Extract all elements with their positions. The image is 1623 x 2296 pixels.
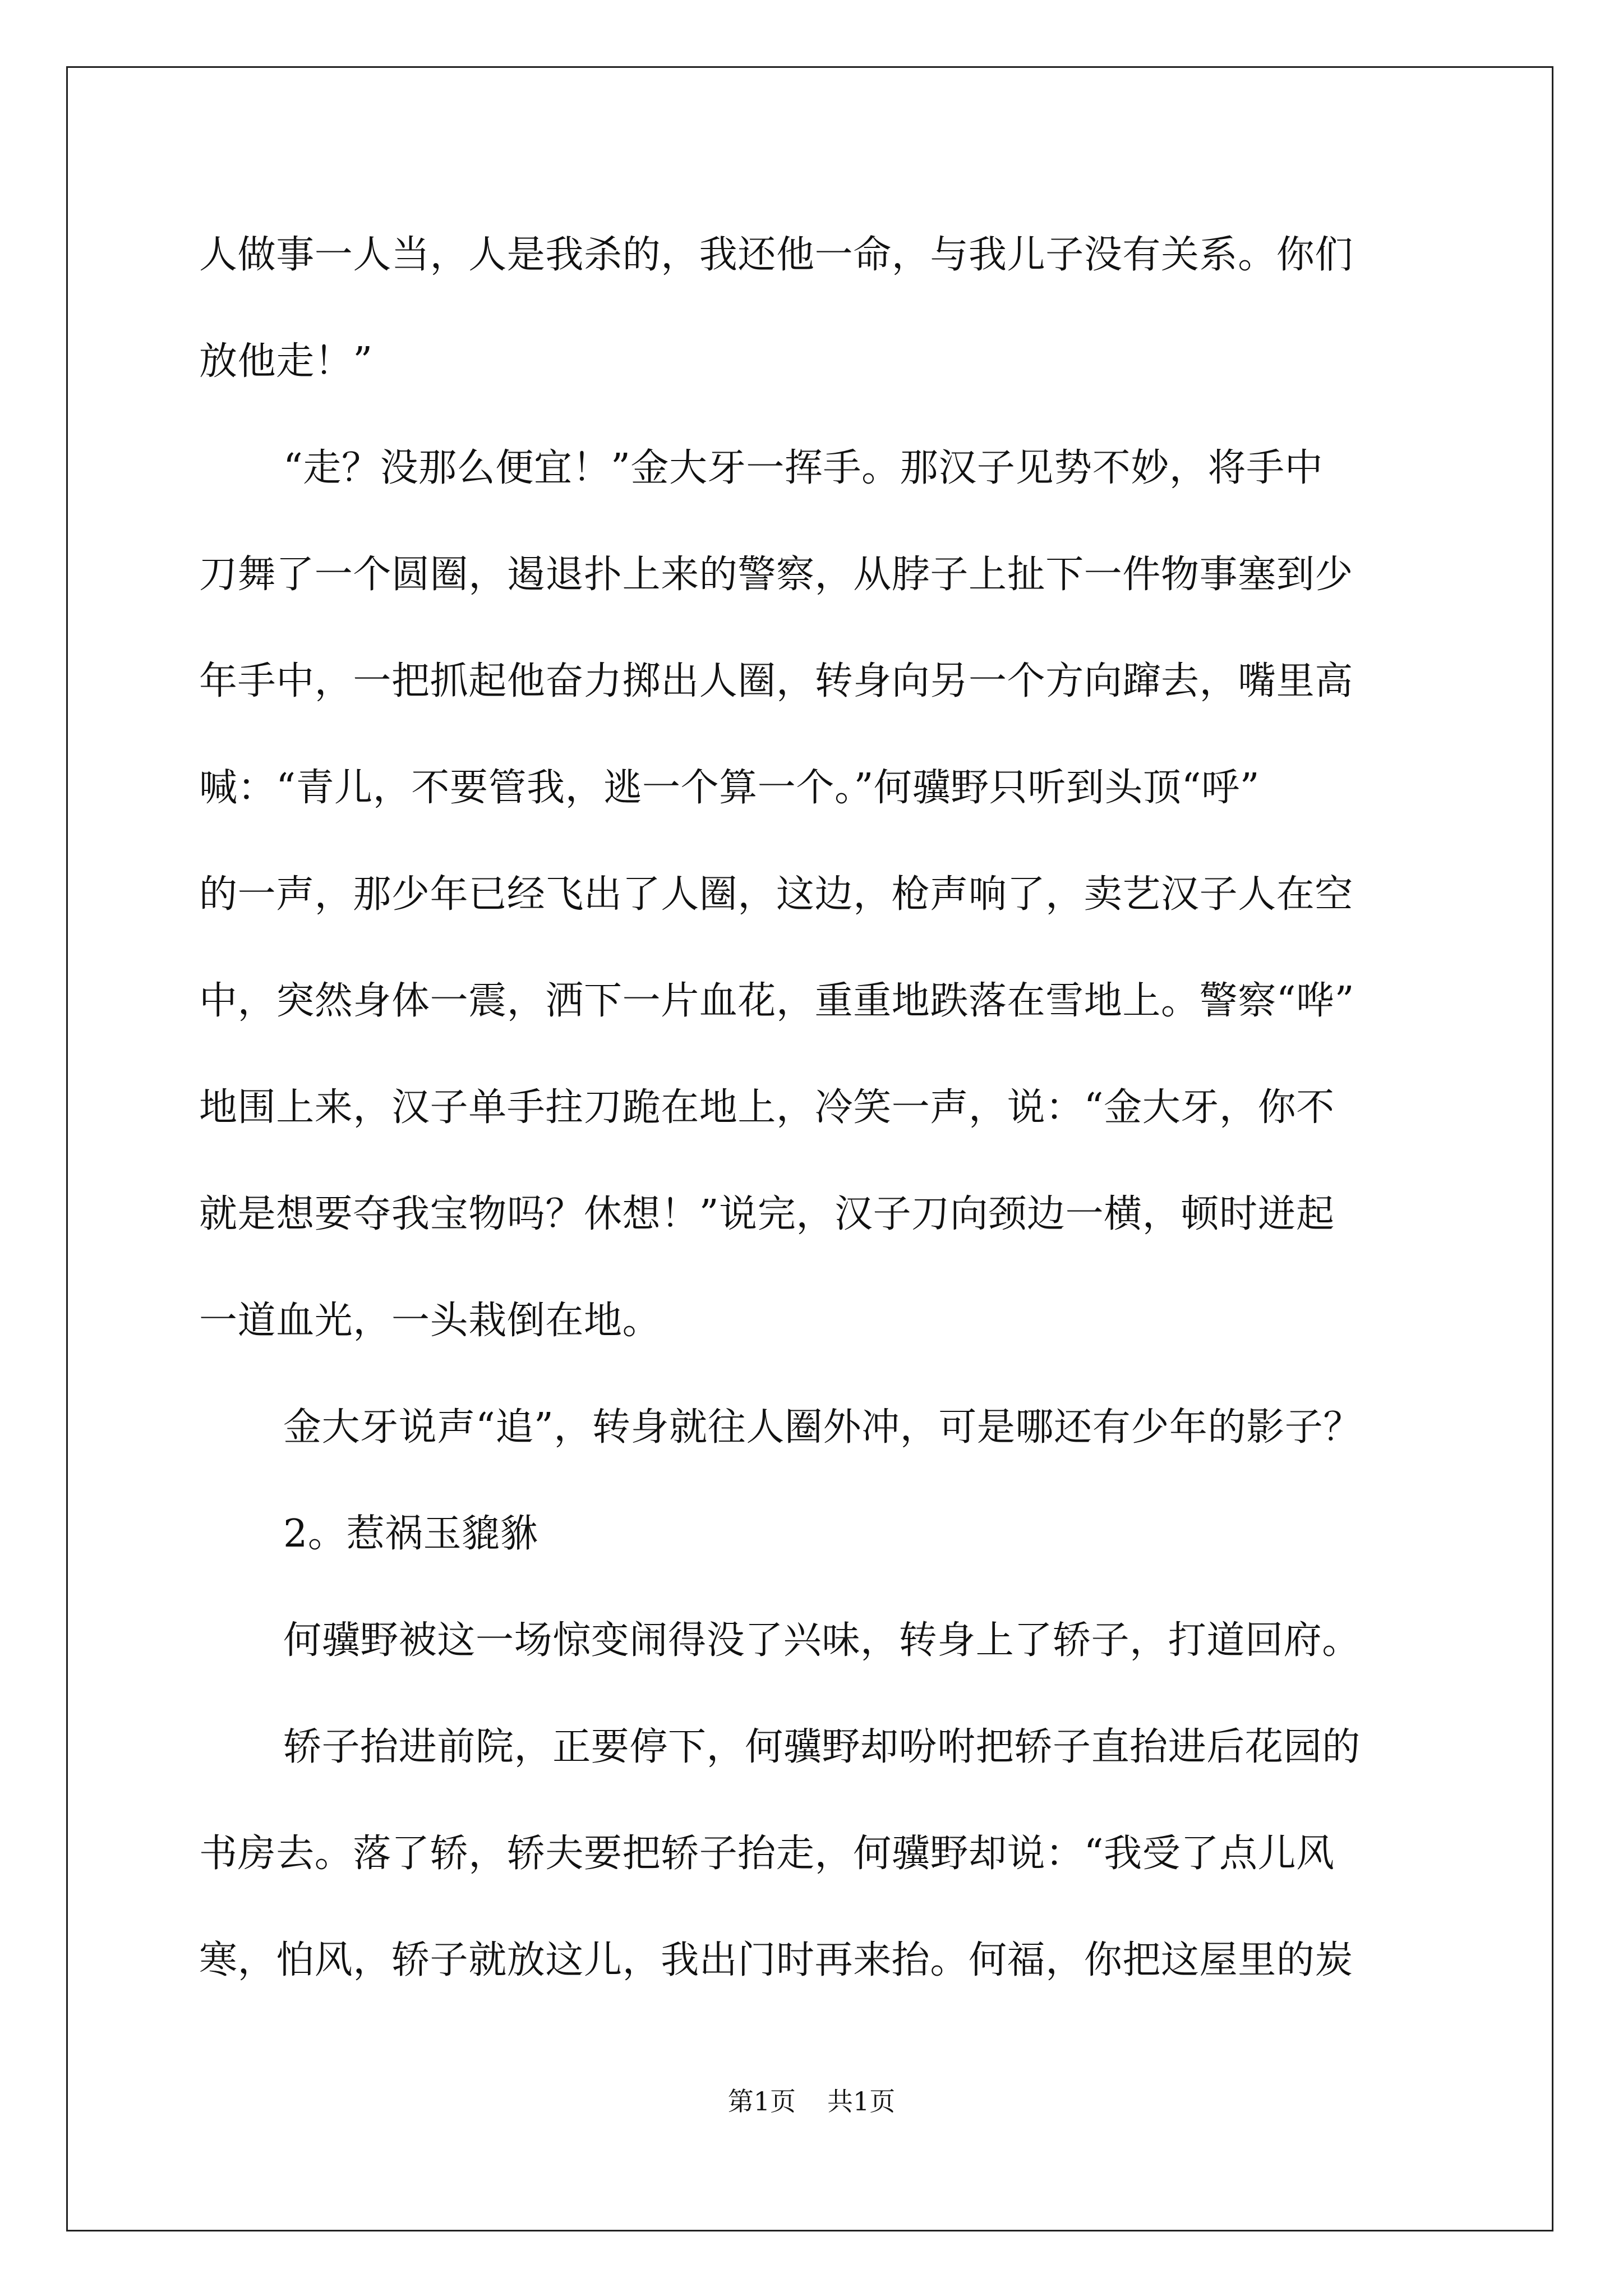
document-body [199, 202, 1427, 2014]
text-line: 放他走！” [199, 339, 373, 384]
text-line: 的一声，那少年已经飞出了人圈，这边，枪声响了，卖艺汉子人在空 [199, 872, 1354, 917]
text-line: 刀舞了一个圆圈，遏退扑上来的警察，从脖子上扯下一件物事塞到少 [199, 553, 1354, 597]
page-footer [0, 2081, 1623, 2118]
text-line: 地围上来，汉子单手拄刀跪在地上，冷笑一声，说：“金大牙，你不 [199, 1085, 1335, 1130]
text-line: “走？没那么便宜！”金大牙一挥手。那汉子见势不妙，将手中 [283, 446, 1324, 490]
page-total: 共1页 [827, 2086, 896, 2116]
text-line: 金大牙说声“追”，转身就往人圈外冲，可是哪还有少年的影子？ [283, 1405, 1362, 1450]
section-heading: 2。惹祸玉貔貅 [283, 1512, 539, 1556]
text-line: 寒，怕风，轿子就放这儿，我出门时再来抬。何福，你把这屋里的炭 [199, 1938, 1354, 1982]
text-line: 一道血光，一头栽倒在地。 [199, 1299, 661, 1343]
text-line: 轿子抬进前院，正要停下，何骥野却吩咐把轿子直抬进后花园的 [283, 1725, 1361, 1769]
page-number: 第1页 [727, 2086, 796, 2116]
text-line: 喊：“青儿，不要管我，逃一个算一个。”何骥野只听到头顶“呼” [199, 766, 1260, 810]
text-line: 中，突然身体一震，洒下一片血花，重重地跌落在雪地上。警察“哗” [199, 979, 1355, 1023]
text-line: 年手中，一把抓起他奋力掷出人圈，转身向另一个方向蹿去，嘴里高 [199, 659, 1354, 703]
text-line: 何骥野被这一场惊变闹得没了兴味，转身上了轿子，打道回府。 [283, 1618, 1361, 1663]
text-line: 书房去。落了轿，轿夫要把轿子抬走，何骥野却说：“我受了点儿风 [199, 1832, 1335, 1876]
text-line: 就是想要夺我宝物吗？休想！”说完，汉子刀向颈边一横，顿时迸起 [199, 1192, 1335, 1236]
text-line: 人做事一人当，人是我杀的，我还他一命，与我儿子没有关系。你们 [199, 233, 1354, 277]
